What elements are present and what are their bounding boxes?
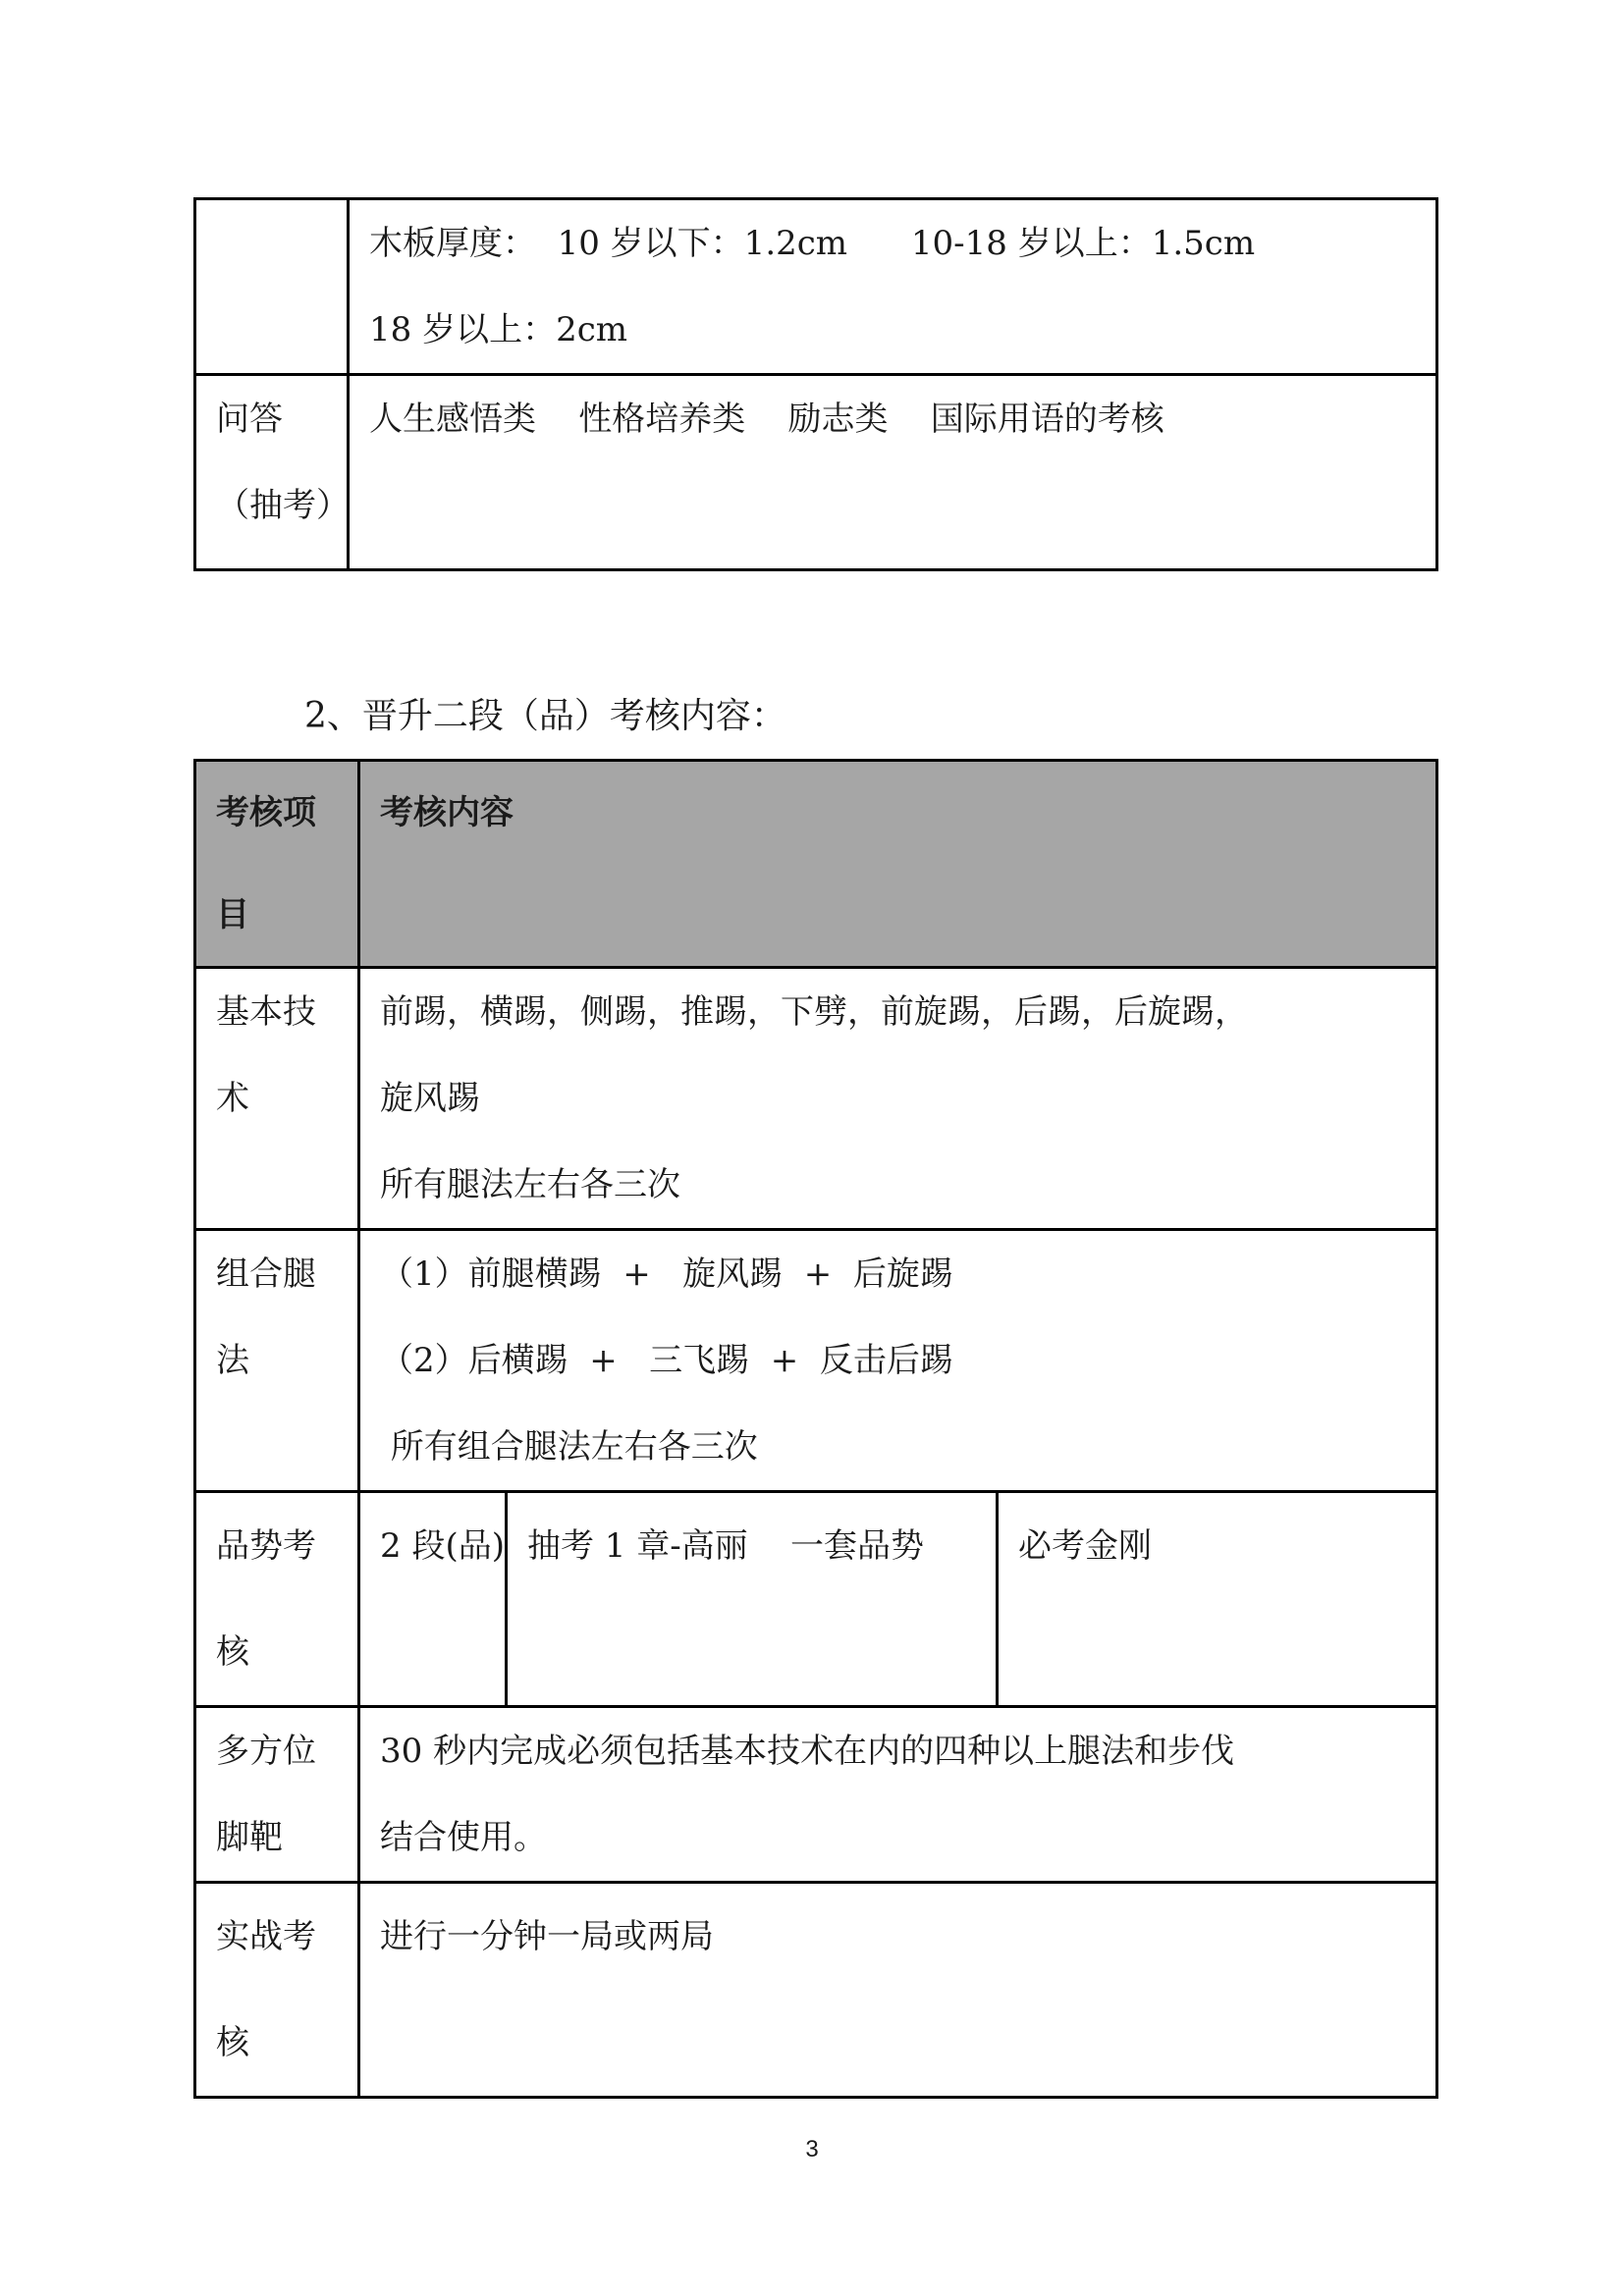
row-content [349,375,1437,570]
table-row [195,1883,1437,2098]
content-line: 人生感悟类 性格培养类 励志类 国际用语的考核 [369,400,1164,439]
row-content [359,1230,1437,1492]
content-line: （2）后横踢 + 三飞踢 + 反击后踢 [380,1341,953,1380]
row-label: 基本技术 [195,968,359,1230]
section-heading: 2、晋升二段（品）考核内容： [304,696,786,736]
row-label: 品势考核 [195,1492,359,1707]
table-row [195,375,1437,570]
row-cell: 抽考 1 章-高丽 一套品势 [507,1492,998,1707]
table-header-row [195,761,1437,968]
content-line: 30 秒内完成必须包括基本技术在内的四种以上腿法和步伐 [380,1732,1235,1771]
content-line: 18 岁以上：2cm [369,310,627,349]
row-label: 实战考核 [195,1883,359,2098]
table-row [195,1492,1437,1707]
content-line: 结合使用。 [380,1818,547,1857]
content-line: 木板厚度： 10 岁以下：1.2cm 10-18 岁以上：1.5cm [369,224,1256,263]
promotion-requirements-table [193,759,1438,2099]
content-line: 所有腿法左右各三次 [380,1165,680,1204]
content-line: （1）前腿横踢 + 旋风踢 + 后旋踢 [380,1255,953,1294]
row-label: 组合腿法 [195,1230,359,1492]
page-number: 3 [805,2136,819,2163]
table-row [195,199,1437,375]
table-row [195,968,1437,1230]
row-label: 问答（抽考） [195,375,349,570]
row-cell: 必考金刚 [998,1492,1437,1707]
content-line: 旋风踢 [380,1079,480,1118]
row-label: 多方位脚靶 [195,1707,359,1883]
header-content: 考核内容 [359,761,1437,968]
table-row [195,1707,1437,1883]
content-line: 所有组合腿法左右各三次 [380,1427,758,1467]
requirements-table-continued [193,197,1438,571]
row-content [359,1707,1437,1883]
content-line: 进行一分钟一局或两局 [380,1917,714,1956]
row-cell: 2 段(品) [359,1492,507,1707]
table-row [195,1230,1437,1492]
row-content [359,1883,1437,2098]
row-content [359,968,1437,1230]
row-label [195,199,349,375]
content-line: 前踢，横踢，侧踢，推踢，下劈，前旋踢，后踢，后旋踢， [380,992,1248,1032]
row-content [349,199,1437,375]
header-item: 考核项目 [195,761,359,968]
